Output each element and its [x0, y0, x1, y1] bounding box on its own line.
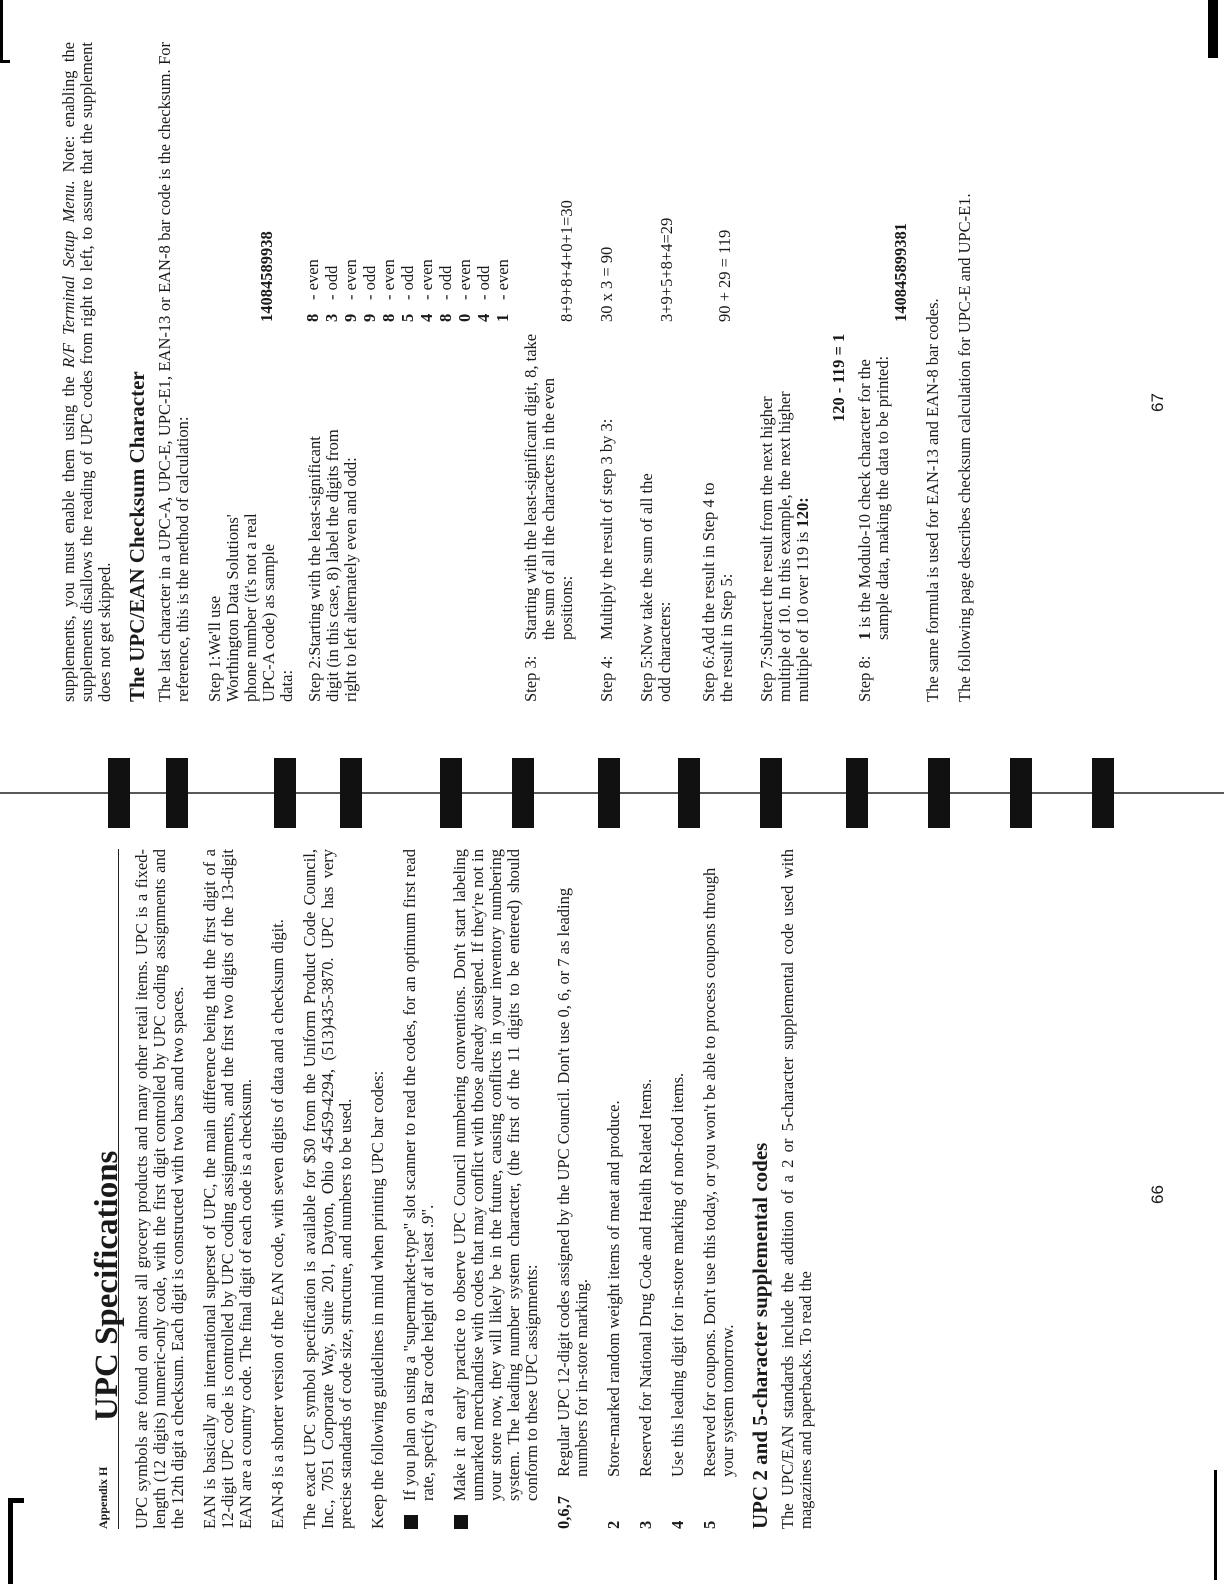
right-column: [60, 42, 988, 702]
digit-row: [361, 202, 380, 322]
text-run: is the Modulo-10 check character for the sample data, making the data to be printed:: [855, 355, 892, 640]
paragraph-guidelines: Keep the following guidelines in mind when printing UPC bar codes:: [368, 1070, 387, 1529]
paragraph-following-page: The following page describes checksum calculation for UPC-E and UPC-E1.: [955, 193, 974, 702]
step-text: Multiply the result of step 3 by 3:: [597, 418, 616, 640]
digit: 8: [303, 313, 322, 322]
step-tag: Step 3:: [521, 655, 540, 702]
appendix-label: Appendix H: [96, 1466, 110, 1529]
digit: 4: [474, 313, 493, 322]
digit: 9: [341, 313, 360, 322]
digit-row: [437, 202, 456, 322]
parity: - even: [493, 259, 512, 300]
assignment-row: [701, 849, 737, 1529]
digit: 8: [436, 313, 455, 322]
parity: - even: [417, 259, 436, 300]
checksum-steps: [205, 42, 910, 702]
parity: - odd: [322, 265, 341, 300]
step-label: [522, 322, 576, 702]
bullet-text: Make it an early practice to observe UPC Council numbering conventions. Don't start labeling unmarked merchandise with codes that may conflict with those already assigned. If they're not in your store now, they will likely be in the future, causing conflicts in your inventory numbering system. The leading number system character, (the first of the 11 digits to be entered) should conform to these UPC assignments:: [450, 849, 541, 1501]
text-run: . Note: enabling the supplements disallows the reading of UPC codes from right to left, to assure that the supplement does not get skipped.: [59, 42, 114, 702]
assignment-code: 3: [636, 1520, 655, 1529]
parity: - even: [341, 259, 360, 300]
menu-name: R/F Terminal Setup Menu: [59, 184, 78, 368]
parity: - even: [455, 259, 474, 300]
assignment-text: Regular UPC 12-digit codes assigned by the UPC Council. Don't use 0, 6, or 7 as leading numbers for in-store marking.: [554, 887, 591, 1477]
paragraph-checksum-intro: The last character in a UPC-A, UPC-E, UPC-E1, EAN-13 or EAN-8 bar code is the checksum. For reference, this is the method of calculation:: [155, 42, 192, 702]
bullet-item: [451, 849, 541, 1529]
step-label: Step 2:Starting with the least-significant digit (in this case, 8) label the digits from right to left alternately even and odd:: [305, 429, 360, 702]
assignment-text: Store-marked random weight items of meat and produce.: [604, 1100, 623, 1477]
step-tag: Step 8:: [855, 655, 874, 702]
bullet-square-icon: [404, 1515, 418, 1529]
assignment-row: [555, 849, 591, 1529]
assignment-row: [605, 849, 623, 1529]
assignment-row: [637, 849, 655, 1529]
parity: - odd: [474, 265, 493, 300]
paragraph-same-formula: The same formula is used for EAN-13 and EAN-8 bar codes.: [923, 298, 942, 702]
page-header: [60, 849, 125, 1529]
digit: 5: [398, 313, 417, 322]
digit: 8: [379, 313, 398, 322]
assignment-text: Reserved for National Drug Code and Health Related Items.: [636, 1078, 655, 1477]
step-text: [856, 322, 892, 640]
step-3-result: 8+9+8+4+0+1=30: [557, 200, 576, 322]
assignment-text: Reserved for coupons. Don't use this today, or you won't be able to process coupons through your system tomorrow.: [700, 867, 737, 1477]
step-text: Step 7:Subtract the result from the next higher multiple of 10. In this example, the next higher multiple of 10 over 119 is: [757, 391, 812, 702]
step-label: Step 6:Add the result in Step 4 to the result in Step 5:: [699, 482, 736, 702]
paragraph-upc-intro: UPC symbols are found on almost all grocery products and many other retail items. UPC is a fixed-length (12 digits) numeric-only code, with the first digit controlled by UPC coding assignments and the 12th digit a checksum. Each digit is constructed with two bars and two spaces.: [132, 849, 187, 1529]
bullet-item: [401, 849, 437, 1529]
parity: - even: [379, 259, 398, 300]
assignment-text: Use this leading digit for in-store marking of non-food items.: [668, 1072, 687, 1477]
assignment-code: 0,6,7: [554, 1496, 573, 1529]
step-label: [758, 382, 812, 702]
paragraph-supplemental: The UPC/EAN standards include the addition of a 2 or 5-character supplemental code used with magazines and paperbacks. To read the: [778, 849, 815, 1529]
step-text-bold: 120:: [793, 497, 812, 528]
step-label: Step 5:Now take the sum of all the odd characters:: [637, 473, 674, 702]
parity: - odd: [360, 265, 379, 300]
page-66: [0, 792, 1224, 1584]
digit: 9: [360, 313, 379, 322]
step-5-result: 3+9+5+8+4=29: [657, 217, 676, 322]
bullet-square-icon: [454, 1515, 468, 1529]
page-number: 67: [1148, 393, 1167, 412]
step-text-bold: 1: [855, 631, 874, 640]
digit-row: [323, 202, 342, 322]
step-text: Starting with the least-significant digit, 8, take the sum of all the characters in the even positions:: [521, 333, 576, 640]
paragraph-ean: EAN is basically an international superset of UPC, the main difference being that the first digit of a 12-digit UPC code is controlled by UPC coding assignments, and the first two digits of the 13-digit EAN are a country code. The final digit of each code is a checksum.: [200, 849, 255, 1529]
step-label: [856, 322, 892, 702]
digit-row: [342, 202, 361, 322]
digit-parity-list: [304, 202, 513, 322]
step-1-result: 14084589938: [257, 231, 276, 322]
bullet-text: If you plan on using a "supermarket-type" slot scanner to read the codes, for an optimum first read rate, specify a Bar code height of at least .9".: [400, 849, 437, 1501]
step-7-result: 120 - 119 = 1: [829, 333, 848, 422]
paragraph-specification: The exact UPC symbol specification is available for $30 from the Uniform Product Code Council, Inc., 7051 Corporate Way, Suite 201, Dayton, Ohio 45459-4294, (513)435-3870. UPC has very precise standards of code size, structure, and numbers to be used.: [300, 849, 355, 1529]
step-label: [598, 322, 616, 702]
step-tag: Step 4:: [597, 655, 616, 702]
paragraph-supplements: [60, 42, 114, 702]
section-heading-supplemental: UPC 2 and 5-character supplemental codes: [748, 1142, 772, 1529]
parity: - odd: [398, 265, 417, 300]
assignment-code: 4: [668, 1520, 687, 1529]
digit: 3: [322, 313, 341, 322]
step-label: Step 1:We'll use Worthington Data Solutions' phone number (it's not a real UPC-A code) as sample data:: [205, 513, 296, 702]
digit-row: [475, 202, 494, 322]
parity: - even: [303, 259, 322, 300]
parity: - odd: [436, 265, 455, 300]
digit-row: [418, 202, 437, 322]
digit-row: [304, 202, 323, 322]
section-heading-checksum: The UPC/EAN Checksum Character: [125, 371, 149, 702]
digit-row: [456, 202, 475, 322]
assignment-code: 5: [700, 1520, 719, 1529]
page-title: UPC Specifications: [89, 1150, 125, 1421]
digit-row: [399, 202, 418, 322]
text-run: supplements, you must enable them using the: [59, 367, 78, 702]
digit: 0: [455, 313, 474, 322]
page-number: 66: [1148, 1185, 1167, 1204]
left-column: [60, 849, 829, 1529]
digit: 1: [493, 313, 512, 322]
step-6-result: 90 + 29 = 119: [715, 229, 734, 322]
step-4-result: 30 x 3 = 90: [597, 246, 616, 322]
paragraph-ean8: EAN-8 is a shorter version of the EAN code, with seven digits of data and a checksum digit.: [268, 919, 287, 1529]
assignment-code: 2: [604, 1520, 623, 1529]
assignment-row: [669, 849, 687, 1529]
digit-row: [494, 202, 513, 322]
step-8-result: 140845899381: [891, 223, 910, 322]
digit-row: [380, 202, 399, 322]
digit: 4: [417, 313, 436, 322]
